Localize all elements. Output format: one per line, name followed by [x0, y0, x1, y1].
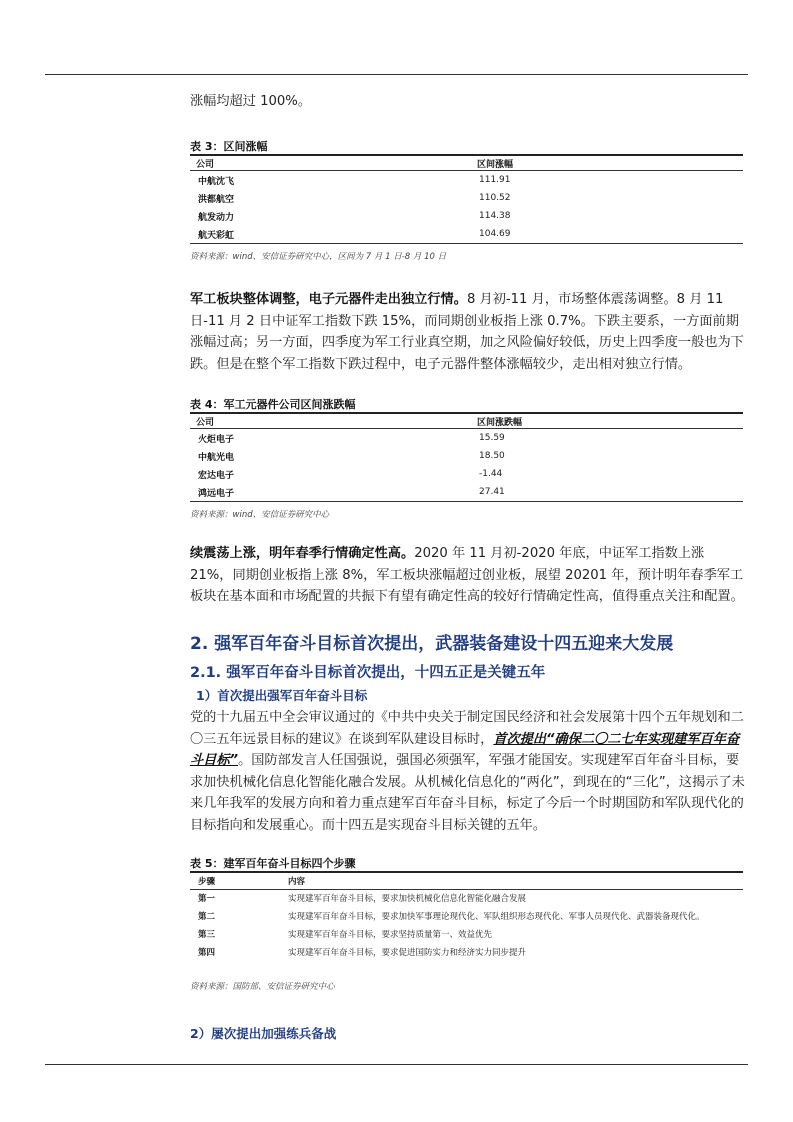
table-header-row [190, 413, 743, 429]
company-cell: 航发动力 [198, 212, 235, 223]
table-row [190, 890, 743, 909]
content-cell: 实现建军百年奋斗目标，要求加快军事理论现代化、军队组织形态现代化、军事人员现代化、武器装备现代化。 [288, 912, 705, 922]
table-row [190, 189, 743, 207]
column-header: 公司 [190, 413, 471, 429]
value-cell: 114.38 [479, 211, 511, 221]
value-cell: 110.52 [479, 193, 511, 203]
content-cell: 实现建军百年奋斗目标，要求加快机械化信息化智能化融合发展 [288, 894, 527, 904]
table-header-row [190, 155, 743, 171]
paragraph-body: 。国防部发言人任国强说，强国必须强军，军强才能国安。实现建军百年奋斗目标，要求加快机械化信息化智能化融合发展。从机械化信息化的“两化”，到现在的“三化”，这揭示了未来几年我军的发展方向和着力重点建军百年奋斗目标，标定了今后一个时期国防和军队现代化的目标指向和发展重心。而十四五是实现奋斗目标关键的五年。 [190, 753, 745, 833]
column-header: 内容 [280, 872, 743, 890]
table3-caption: 表 3：区间涨幅 [190, 140, 268, 153]
table5 [190, 871, 743, 962]
company-cell: 洪都航空 [198, 194, 235, 205]
subsection-heading-2-1: 2.1. 强军百年奋斗目标首次提出，十四五正是关键五年 [190, 665, 546, 681]
paragraph-outlook [190, 543, 750, 608]
step-cell: 第四 [198, 948, 216, 958]
value-cell: 27.41 [471, 483, 743, 502]
table-row [190, 483, 743, 502]
table-row [190, 171, 743, 190]
table-row [190, 908, 743, 926]
paragraph-lead: 军工板块整体调整，电子元器件走出独立行情。 [190, 292, 467, 307]
table5-caption: 表 5：建军百年奋斗目标四个步骤 [190, 857, 356, 870]
company-cell: 中航沈飞 [198, 176, 235, 187]
step-cell: 第一 [198, 894, 216, 904]
step-cell: 第二 [198, 912, 216, 922]
value-cell: 111.91 [479, 175, 511, 185]
step-cell: 第三 [198, 930, 216, 940]
paragraph-body: 2020 年 11 月初-2020 年底，中证军工指数上涨 21%，同期创业板指上涨 8%，军工板块涨幅超过创业板，展望 20201 年，预计明年春季军工板块在基本面和市场配置的共振下有望有确定性高的较好行情确定性高，值得重点关注和配置。 [190, 546, 744, 604]
table-row [190, 429, 743, 448]
company-cell: 火炬电子 [198, 434, 235, 445]
paragraph-body: 8 月初-11 月，市场整体震荡调整。8 月 11 日-11 月 2 日中证军工指数下跌 15%，而同期创业板指上涨 0.7%。下跌主要系，一方面前期涨幅过高；另一方面，四季度为军工行业真空期，加之风险偏好较低，历史上四季度一般也为下跌。但是在整个军工指数下跌过程中，电子元器件整体涨幅较少，走出相对独立行情。 [190, 292, 744, 372]
table-row [190, 926, 743, 944]
table-row [190, 465, 743, 483]
table4-source: 资料来源：wind、安信证券研究中心 [190, 510, 330, 520]
table3-source: 资料来源：wind、安信证券研究中心，区间为 7 月 1 日-8 月 10 日 [190, 252, 447, 262]
paragraph-goal [190, 707, 750, 836]
company-cell: 宏达电子 [198, 470, 235, 481]
table4-caption: 表 4：军工元器件公司区间涨跌幅 [190, 398, 356, 411]
column-header: 步骤 [190, 872, 280, 890]
content-cell: 实现建军百年奋斗目标，要求坚持质量第一、效益优先 [288, 930, 493, 940]
table-row [190, 207, 743, 225]
paragraph-military-adjustment [190, 289, 750, 375]
content-cell: 实现建军百年奋斗目标，要求促进国防实力和经济实力同步提升 [288, 948, 527, 958]
value-cell: 18.50 [479, 451, 505, 461]
value-cell: 104.69 [471, 225, 743, 244]
company-cell: 中航光电 [198, 452, 235, 463]
point-heading-2: 2）屡次提出加强练兵备战 [190, 1026, 337, 1041]
value-cell: -1.44 [479, 469, 503, 479]
paragraph-top: 涨幅均超过 100%。 [190, 94, 312, 109]
table-row [190, 447, 743, 465]
value-cell: 15.59 [479, 433, 505, 443]
table3 [190, 154, 743, 244]
footer-rule [45, 1064, 748, 1065]
header-rule [45, 74, 748, 75]
table-row [190, 944, 743, 962]
table5-source: 资料来源：国防部、安信证券研究中心 [190, 982, 335, 992]
column-header: 公司 [190, 155, 471, 171]
column-header: 区间涨跌幅 [471, 413, 743, 429]
table-header-row [190, 872, 743, 890]
table-row [190, 225, 743, 244]
table4 [190, 412, 743, 502]
paragraph-lead: 续震荡上涨，明年春季行情确定性高。 [190, 546, 415, 561]
company-cell: 航天彩虹 [190, 225, 471, 244]
point-heading-1: 1）首次提出强军百年奋斗目标 [196, 688, 368, 703]
column-header: 区间涨幅 [471, 155, 743, 171]
paragraph-body: 党的十九届五中全会审议通过的《中共中央关于制定国民经济和社会发展第十四个五年规划和二〇三五年远景目标的建议》在谈到军队建设目标时， [190, 710, 744, 747]
highlight-quote: 首次提出“确保二〇二七年实现建军百年奋斗目标” [190, 731, 740, 768]
section-heading-2: 2. 强军百年奋斗目标首次提出，武器装备建设十四五迎来大发展 [190, 634, 674, 654]
company-cell: 鸿远电子 [190, 483, 471, 502]
